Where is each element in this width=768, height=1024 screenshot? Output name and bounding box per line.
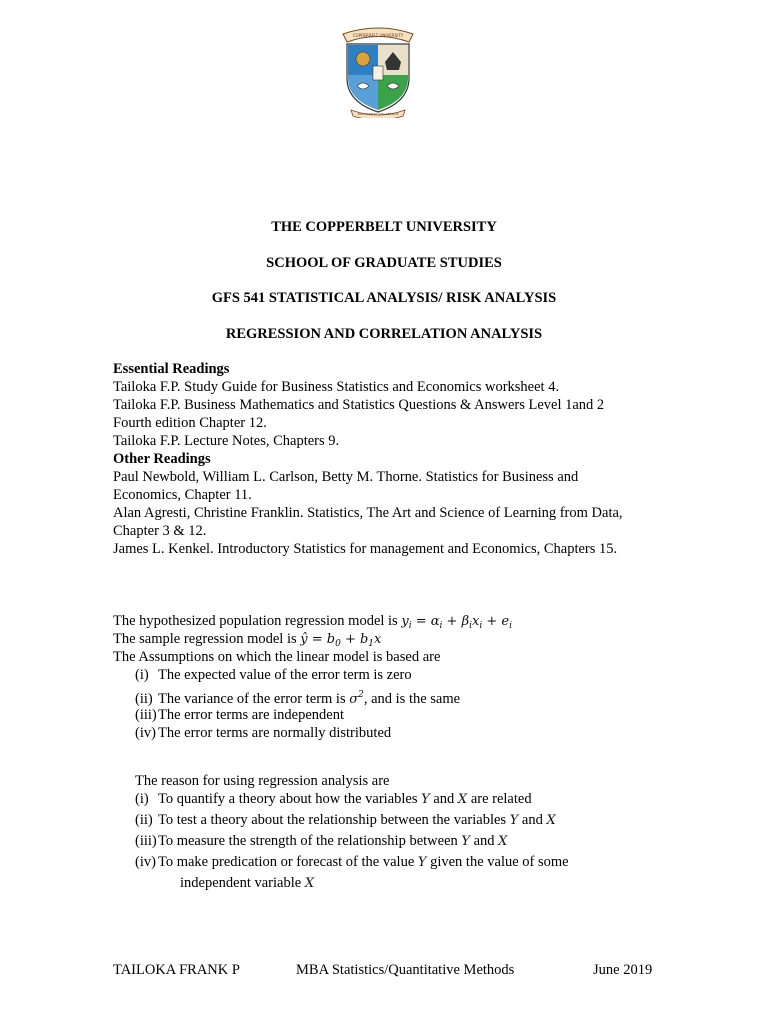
list-text: The expected value of the error term is zero (158, 667, 412, 683)
list-item (135, 811, 556, 830)
list-item (135, 666, 412, 684)
essential-reading-line: Tailoka F.P. Business Mathematics and Statistics Questions & Answers Level 1and 2 (113, 397, 605, 413)
list-text: and (429, 791, 458, 807)
other-reading-line: Paul Newbold, William L. Carlson, Betty M. Thorne. Statistics for Business and (113, 469, 579, 485)
list-text: To quantify a theory about how the variables (158, 791, 422, 807)
list-number: (ii) (135, 691, 153, 707)
list-text: The error terms are independent (158, 707, 344, 723)
variable-x: X (546, 813, 556, 828)
sample-model-equation: ŷ = $b_0 + b_1x$ (300, 632, 382, 649)
variable-x: X (304, 876, 315, 891)
list-item (135, 832, 507, 851)
footer-author: TAILOKA FRANK P (113, 962, 240, 978)
assumptions-intro: The Assumptions on which the linear model is based are (113, 649, 441, 665)
list-text: The variance of the error term is (158, 691, 350, 707)
variable-y: Y (421, 792, 430, 807)
university-crest-logo (337, 22, 419, 118)
list-text: independent variable (180, 875, 305, 891)
footer-date: June 2019 (593, 962, 653, 978)
essential-reading-line: Fourth edition Chapter 12. (113, 415, 267, 431)
population-model-equation: $y_i = \alpha_i + \beta_ix_i + e_i$ (401, 614, 512, 631)
list-number: (iv) (135, 854, 156, 870)
school-title: SCHOOL OF GRADUATE STUDIES (266, 255, 502, 271)
other-reading-line: Alan Agresti, Christine Franklin. Statistics, The Art and Science of Learning from Data, (113, 505, 623, 521)
list-text: To measure the strength of the relationship between (158, 833, 462, 849)
list-number: (iv) (135, 725, 156, 741)
list-item (135, 724, 391, 742)
list-number: (iii) (135, 707, 157, 723)
footer-course: MBA Statistics/Quantitative Methods (296, 962, 515, 978)
variable-y: Y (509, 813, 519, 828)
population-model-text: The hypothesized population regression model is (113, 613, 402, 629)
list-text: To make predication or forecast of the value (158, 854, 418, 870)
list-text-after: , and is the same (363, 691, 461, 707)
other-reading-line: Economics, Chapter 11. (113, 487, 252, 503)
other-readings-heading: Other Readings (113, 451, 211, 467)
variable-x: X (457, 792, 468, 807)
essential-reading-line: Tailoka F.P. Study Guide for Business Statistics and Economics worksheet 4. (113, 379, 560, 395)
variable-x: X (498, 834, 508, 849)
other-reading-line: James L. Kenkel. Introductory Statistics for management and Economics, Chapters 15. (113, 541, 618, 557)
list-text: and (469, 833, 499, 849)
list-item (135, 790, 532, 809)
list-text: To test a theory about the relationship between the variables (158, 812, 510, 828)
sigma-squared-symbol: $\sigma^2$ (349, 690, 364, 707)
list-item (135, 706, 344, 724)
variable-y: Y (461, 834, 470, 849)
crest-banner-text: COPPERBELT UNIVERSITY (352, 33, 404, 38)
course-title: GFS 541 STATISTICAL ANALYSIS/ RISK ANALYSIS (211, 290, 557, 306)
list-text: given the value of some (426, 854, 569, 870)
list-text: are related (467, 791, 532, 807)
sample-model-text: The sample regression model is (113, 631, 301, 647)
variable-y: Y (417, 855, 427, 870)
list-text: and (518, 812, 547, 828)
list-number: (ii) (135, 812, 153, 828)
reasons-intro: The reason for using regression analysis are (135, 773, 390, 789)
other-reading-line: Chapter 3 & 12. (113, 523, 207, 539)
list-item (135, 853, 569, 872)
list-item-continuation (180, 874, 314, 893)
list-number: (i) (135, 791, 149, 807)
university-title: THE COPPERBELT UNIVERSITY (271, 219, 497, 235)
topic-title: REGRESSION AND CORRELATION ANALYSIS (225, 326, 543, 342)
list-text: The error terms are normally distributed (158, 725, 392, 741)
crest-motto-text: KNOWLEDGE AND SERVICE (357, 112, 399, 116)
list-number: (i) (135, 667, 149, 683)
essential-reading-line: Tailoka F.P. Lecture Notes, Chapters 9. (113, 433, 340, 449)
essential-readings-heading: Essential Readings (113, 361, 230, 377)
list-number: (iii) (135, 833, 157, 849)
